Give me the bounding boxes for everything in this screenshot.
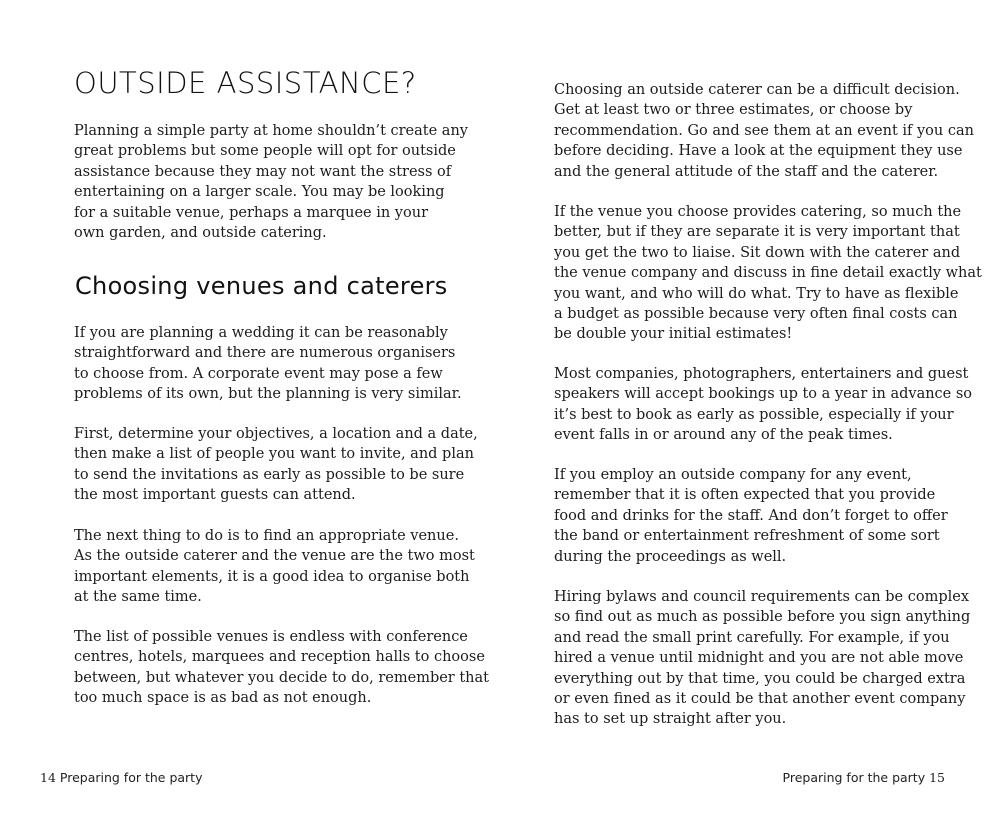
text-line: entertaining on a larger scale. You may be looking (74, 184, 445, 201)
text-line: event falls in or around any of the peak times. (554, 427, 893, 444)
page-title: OUTSIDE ASSISTANCE? (74, 66, 417, 100)
text-line: between, but whatever you decide to do, remember that (74, 669, 489, 686)
text-line: remember that it is often expected that you provide (554, 487, 936, 504)
text-line: food and drinks for the staff. And don’t forget to offer (554, 507, 948, 524)
text-line: straightforward and there are numerous organisers (74, 345, 456, 362)
text-line: and read the small print carefully. For example, if you (554, 629, 950, 646)
text-line: hired a venue until midnight and you are not able move (554, 650, 964, 667)
paragraph (74, 526, 475, 608)
paragraph (554, 587, 970, 730)
text-line: problems of its own, but the planning is very similar. (74, 386, 462, 403)
text-line: before deciding. Have a look at the equipment they use (554, 143, 963, 160)
text-line: First, determine your objectives, a location and a date, (74, 426, 478, 442)
text-line: If you are planning a wedding it can be reasonably (74, 325, 448, 341)
page-footer (783, 770, 945, 785)
text-line: then make a list of people you want to invite, and plan (74, 446, 474, 463)
text-line: be double your initial estimates! (554, 326, 793, 343)
text-line: centres, hotels, marquees and reception halls to choose (74, 649, 485, 666)
running-title: Preparing for the party (782, 770, 926, 785)
text-line: better, but if they are separate it is very important that (554, 224, 960, 241)
text-line: the venue company and discuss in fine detail exactly what (554, 265, 982, 282)
text-line: the band or entertainment refreshment of some sort (554, 528, 940, 545)
text-line: it’s best to book as early as possible, especially if your (554, 406, 954, 423)
text-line: or even fined as it could be that another event company (554, 691, 966, 708)
text-line: for a suitable venue, perhaps a marquee in your (74, 204, 428, 221)
text-line: important elements, it is a good idea to organise both (74, 568, 470, 585)
page-footer (40, 770, 202, 785)
page-number: 14 (40, 770, 56, 785)
text-line: great problems but some people will opt for outside (74, 143, 456, 160)
paragraph (74, 424, 478, 506)
paragraph (554, 465, 948, 567)
text-line: at the same time. (74, 589, 202, 606)
text-line: speakers will accept bookings up to a year in advance so (554, 386, 973, 403)
text-line: you want, and who will do what. Try to have as flexible (554, 285, 959, 302)
section-subtitle: Choosing venues and caterers (75, 272, 448, 300)
text-line: If you employ an outside company for any event, (554, 467, 912, 483)
text-line: Most companies, photographers, entertainers and guest (554, 366, 969, 382)
paragraph (554, 80, 974, 182)
text-line: everything out by that time, you could be charged extra (554, 670, 966, 687)
text-line: a budget as possible because very often final costs can (554, 306, 958, 323)
text-line: so find out as much as possible before you sign anything (554, 609, 971, 626)
paragraph (554, 364, 972, 446)
text-line: Choosing an outside caterer can be a difficult decision. (554, 82, 960, 98)
text-line: the most important guests can attend. (74, 487, 356, 504)
text-line: Hiring bylaws and council requirements can be complex (554, 589, 969, 605)
text-line: If the venue you choose provides catering, so much the (554, 204, 962, 220)
text-line: to choose from. A corporate event may pose a few (74, 365, 443, 382)
text-line: to send the invitations as early as possible to be sure (74, 466, 465, 483)
text-line: Get at least two or three estimates, or choose by (554, 102, 913, 119)
paragraph (74, 627, 489, 709)
text-line: As the outside caterer and the venue are the two most (74, 548, 475, 565)
text-line: The list of possible venues is endless with conference (74, 629, 468, 645)
text-line: own garden, and outside catering. (74, 225, 327, 242)
text-line: recommendation. Go and see them at an event if you can (554, 122, 974, 139)
text-line: and the general attitude of the staff and the caterer. (554, 163, 939, 180)
page-number: 15 (929, 770, 945, 785)
running-title: Preparing for the party (59, 770, 203, 785)
text-line: The next thing to do is to find an appropriate venue. (74, 528, 459, 544)
text-line: has to set up straight after you. (554, 711, 787, 728)
text-line: you get the two to liaise. Sit down with the caterer and (554, 244, 961, 261)
paragraph (74, 323, 462, 405)
text-line: too much space is as bad as not enough. (74, 690, 372, 707)
text-line: during the proceedings as well. (554, 548, 787, 565)
paragraph (554, 202, 982, 345)
intro-paragraph (74, 121, 468, 243)
right-page (500, 0, 1000, 831)
text-line: assistance because they may not want the stress of (74, 163, 452, 180)
text-line: Planning a simple party at home shouldn’t create any (74, 123, 468, 139)
